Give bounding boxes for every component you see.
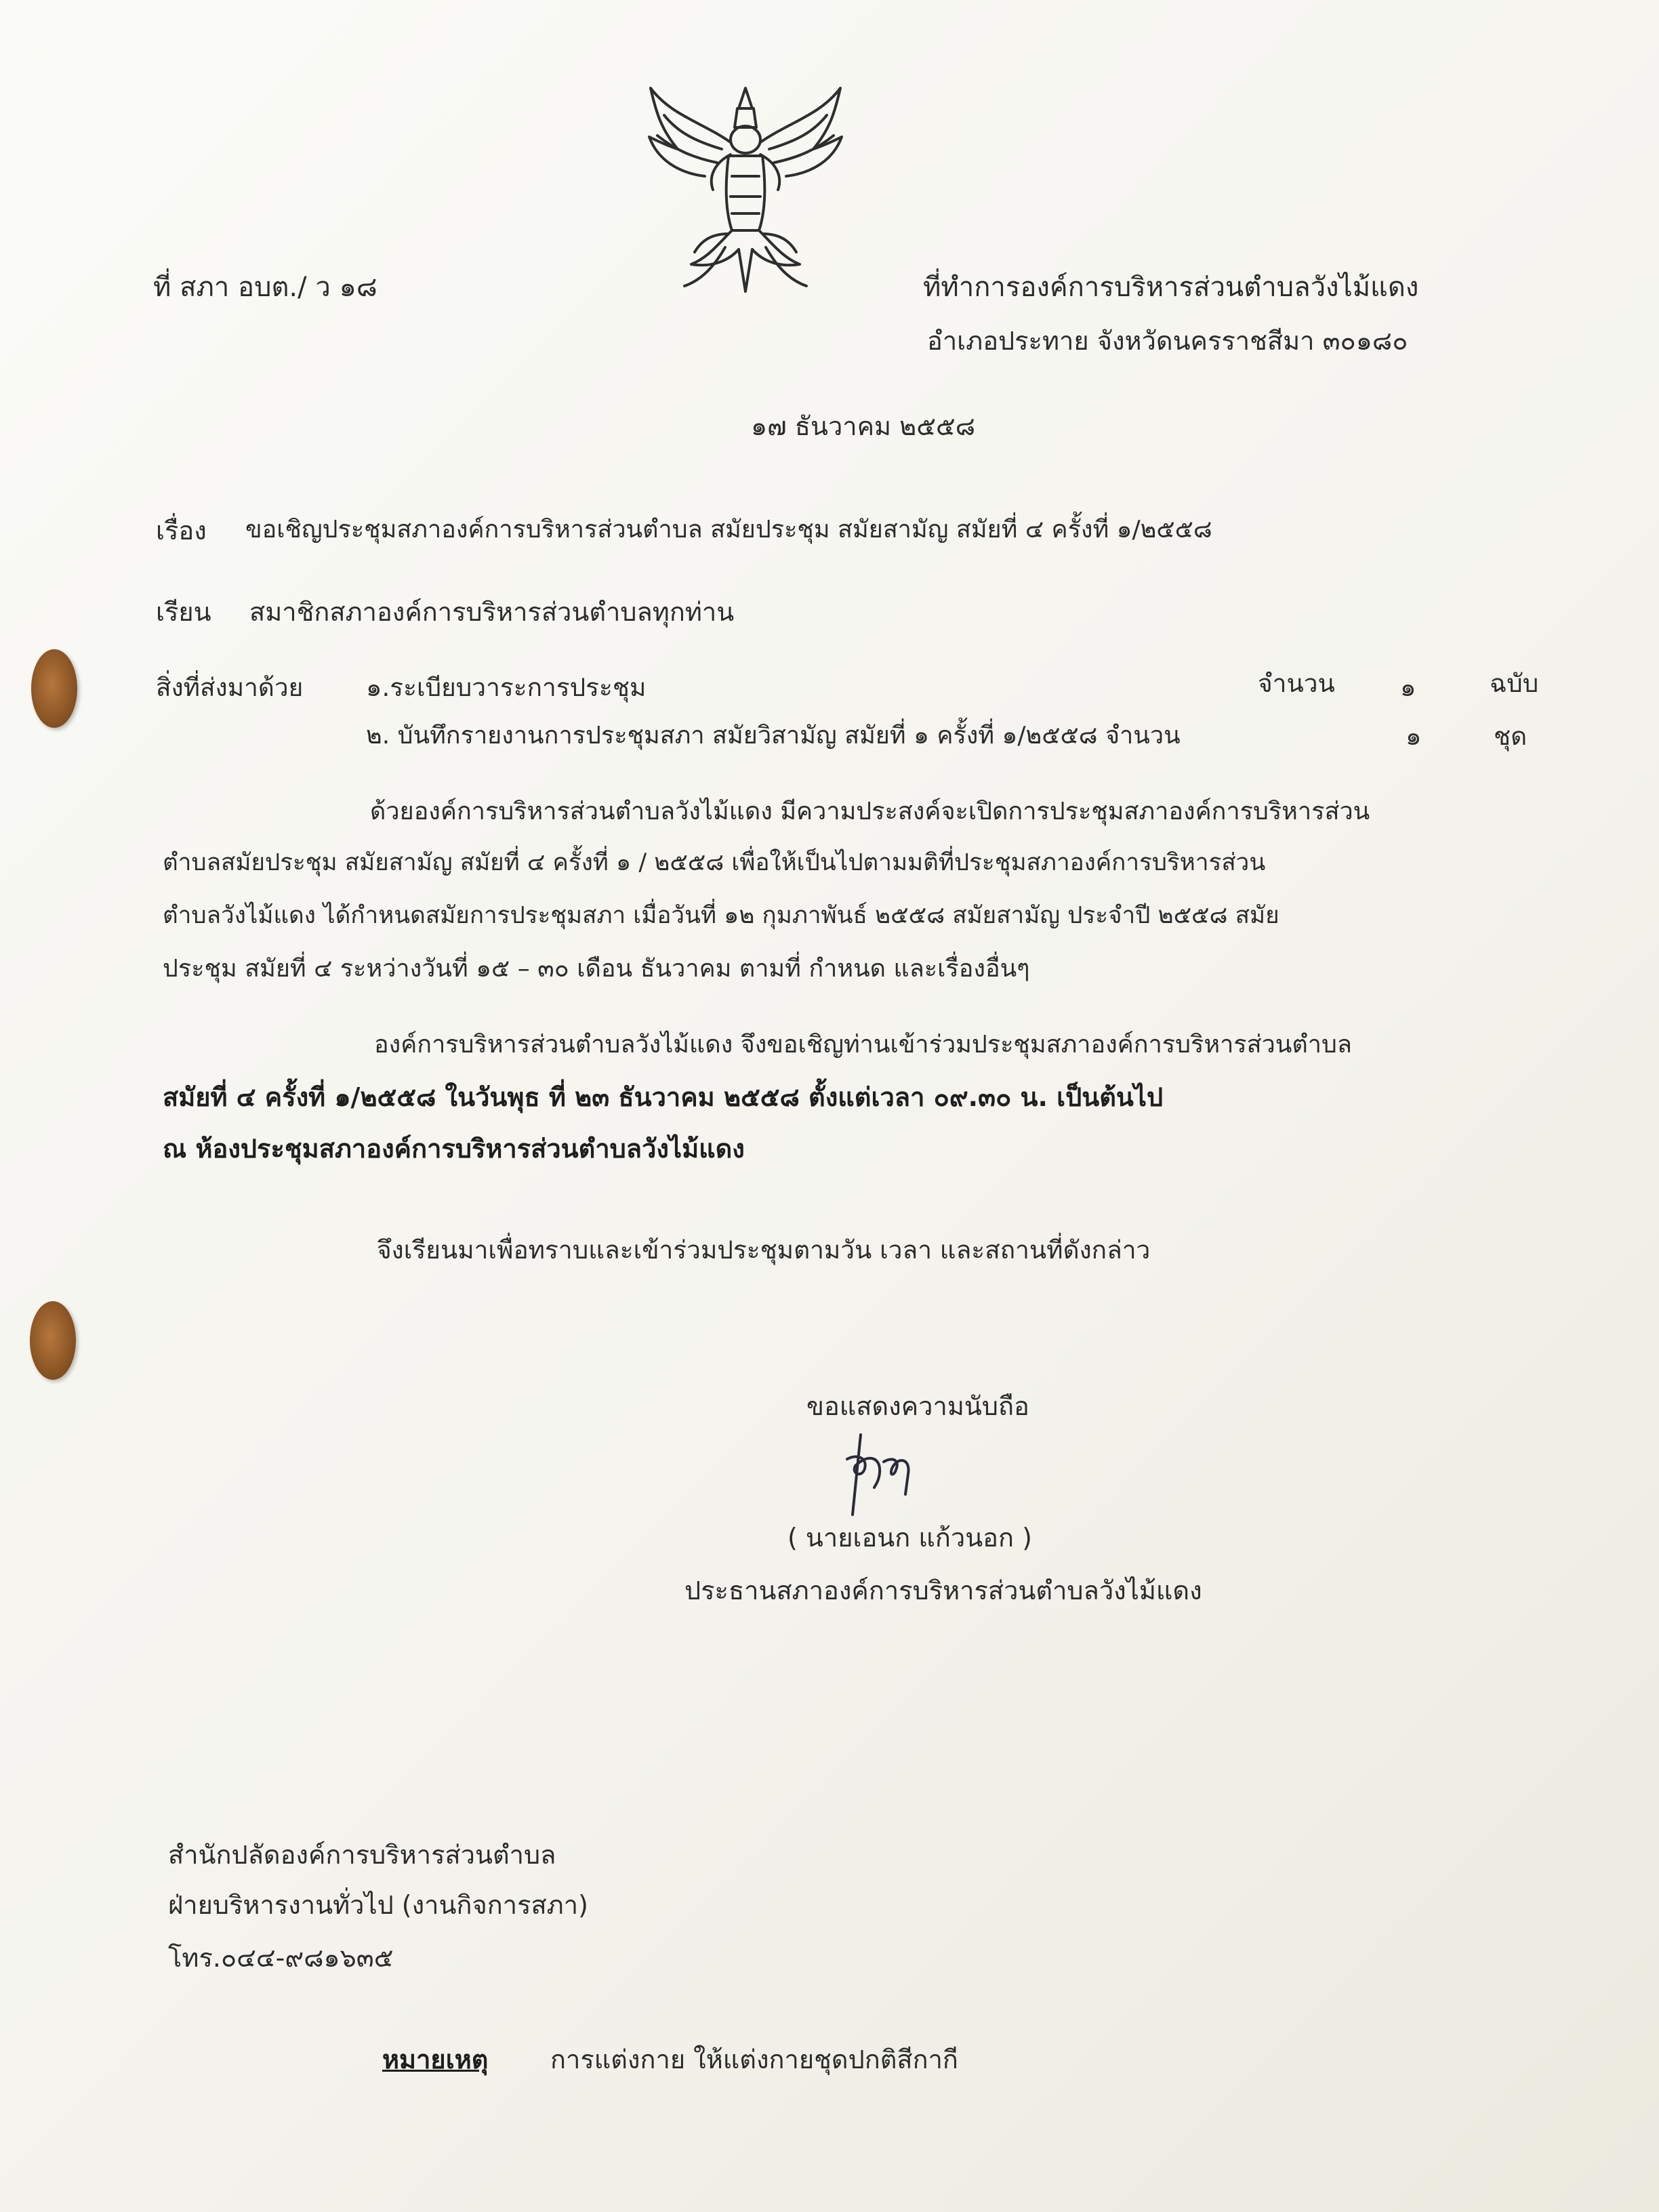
body-paragraph-1-line-2: ตำบลสมัยประชุม สมัยสามัญ สมัยที่ ๔ ครั้งที่ ๑ / ๒๕๕๘ เพื่อให้เป็นไปตามมติที่ประชุมสภาองค์การบริหารส่วน	[163, 849, 1266, 876]
footer-section: ฝ่ายบริหารงานทั่วไป (งานกิจการสภา)	[168, 1890, 588, 1920]
body-paragraph-2-line-1: องค์การบริหารส่วนตำบลวังไม้แดง จึงขอเชิญท่านเข้าร่วมประชุมสภาองค์การบริหารส่วนตำบล	[374, 1031, 1352, 1059]
enclosure-item-2-unit: ชุด	[1494, 722, 1528, 751]
body-paragraph-1-line-4: ประชุม สมัยที่ ๔ ระหว่างวันที่ ๑๕ – ๓๐ เดือน ธันวาคม ตามที่ กำหนด และเรื่องอื่นๆ	[163, 955, 1030, 983]
punch-hole-top	[31, 649, 77, 728]
enclosure-item-2-desc: ๒. บันทึกรายงานการประชุมสภา สมัยวิสามัญ สมัยที่ ๑ ครั้งที่ ๑/๒๕๕๘ จำนวน	[366, 722, 1181, 750]
meeting-datetime: สมัยที่ ๔ ครั้งที่ ๑/๒๕๕๘ ในวันพุธ ที่ ๒๓ ธันวาคม ๒๕๕๘ ตั้งแต่เวลา ๐๙.๓๐ น. เป็นต้นไป	[163, 1082, 1164, 1112]
enclosure-item-2-qty: ๑	[1406, 722, 1422, 751]
letter-date: ๑๗ ธันวาคม ๒๕๕๘	[751, 411, 976, 441]
enclosure-item-1-desc: ๑.ระเบียบวาระการประชุม	[366, 673, 647, 702]
enclosures-label: สิ่งที่ส่งมาด้วย	[156, 673, 304, 702]
to-label: เรียน	[156, 597, 211, 627]
enclosure-item-1-qty: ๑	[1400, 673, 1416, 702]
signature	[827, 1427, 935, 1521]
office-address-line1: ที่ทำการองค์การบริหารส่วนตำบลวังไม้แดง	[923, 272, 1419, 303]
subject-text: ขอเชิญประชุมสภาองค์การบริหารส่วนตำบล สมัยประชุม สมัยสามัญ สมัยที่ ๔ ครั้งที่ ๑/๒๕๕๘	[245, 516, 1212, 544]
signer-title: ประธานสภาองค์การบริหารส่วนตำบลวังไม้แดง	[684, 1576, 1202, 1605]
body-paragraph-1-line-1: ด้วยองค์การบริหารส่วนตำบลวังไม้แดง มีความประสงค์จะเปิดการประชุมสภาองค์การบริหารส่วน	[370, 798, 1370, 825]
punch-hole-bottom	[30, 1301, 76, 1380]
reference-number: ที่ สภา อบต./ ว ๑๘	[153, 272, 377, 303]
closing-salutation: ขอแสดงความนับถือ	[806, 1391, 1029, 1421]
office-address-line2: อำเภอประทาย จังหวัดนครราชสีมา ๓๐๑๘๐	[927, 326, 1408, 356]
footer-department: สำนักปลัดองค์การบริหารส่วนตำบล	[168, 1840, 556, 1870]
body-paragraph-1-line-3: ตำบลวังไม้แดง ได้กำหนดสมัยการประชุมสภา เมื่อวันที่ ๑๒ กุมภาพันธ์ ๒๕๕๘ สมัยสามัญ ประจำปี ๒๕๕๘ สมัย	[163, 902, 1279, 929]
garuda-emblem-icon	[637, 75, 854, 312]
meeting-venue: ณ ห้องประชุมสภาองค์การบริหารส่วนตำบลวังไม้แดง	[163, 1134, 745, 1164]
to-text: สมาชิกสภาองค์การบริหารส่วนตำบลทุกท่าน	[249, 597, 735, 627]
body-paragraph-3: จึงเรียนมาเพื่อทราบและเข้าร่วมประชุมตามวัน เวลา และสถานที่ดังกล่าว	[377, 1235, 1151, 1265]
subject-label: เรื่อง	[156, 516, 207, 546]
note-text: การแต่งกาย ให้แต่งกายชุดปกติสีกากี	[550, 2045, 958, 2074]
enclosure-item-1-amount-label: จำนวน	[1258, 669, 1335, 698]
note-label: หมายเหตุ	[382, 2045, 489, 2074]
signer-name: ( นายเอนก แก้วนอก )	[787, 1523, 1032, 1553]
enclosure-item-1-unit: ฉบับ	[1490, 669, 1539, 698]
footer-phone: โทร.๐๔๔-๙๘๑๖๓๕	[168, 1943, 394, 1973]
